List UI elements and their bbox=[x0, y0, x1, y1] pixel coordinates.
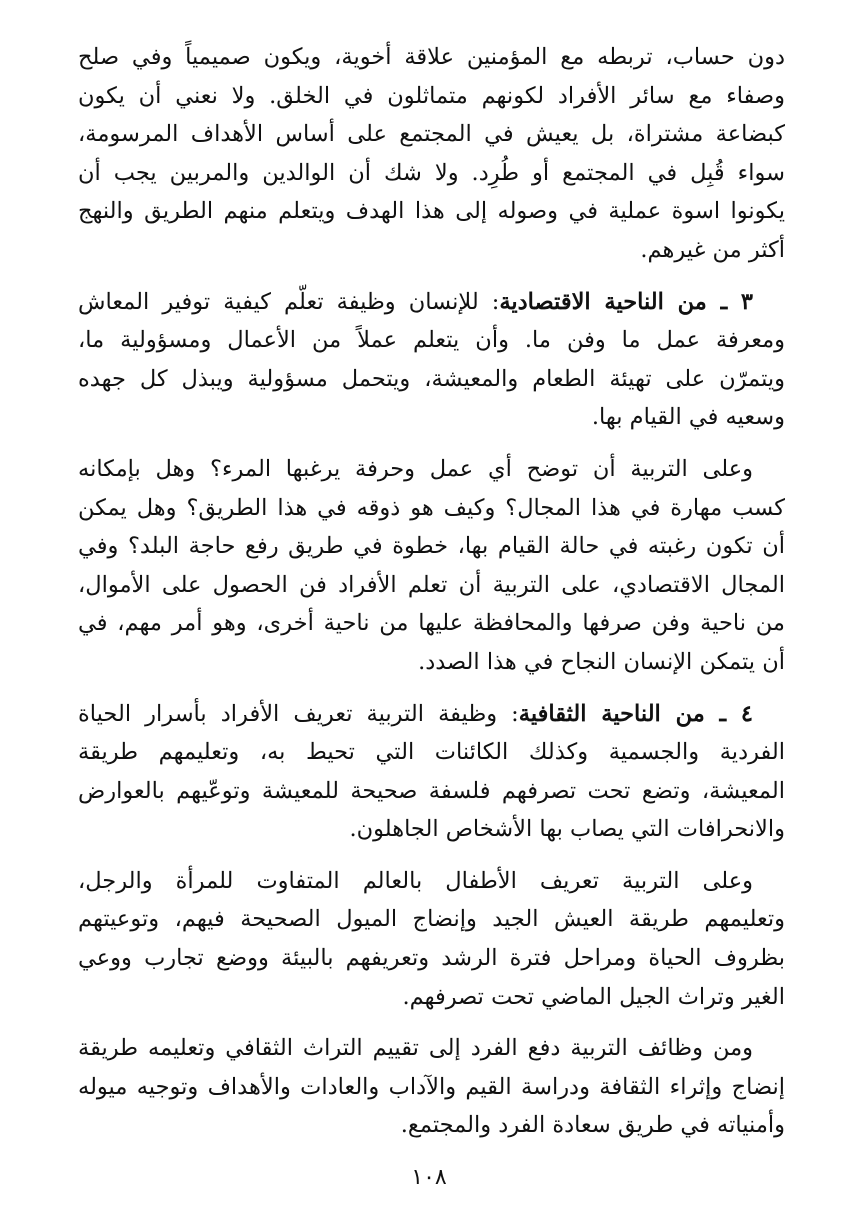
text-line: وسعيه في القيام بها. bbox=[591, 404, 785, 431]
paragraph-5 bbox=[78, 862, 785, 1016]
text-line: دون حساب، تربطه مع المؤمنين علاقة أخوية، ويكون صميمياً وفي صلح bbox=[78, 44, 785, 70]
text-line: أكثر من غيرهم. bbox=[640, 236, 785, 263]
paragraph-6 bbox=[78, 1029, 785, 1145]
text-line: وتعليمهم طريقة العيش الجيد وإنضاج الميول الصحيحة فيهم، وتوعيتهم bbox=[78, 906, 785, 933]
text-line: أن يتمكن الإنسان النجاح في هذا الصدد. bbox=[418, 648, 785, 675]
page-number: ١٠٨ bbox=[411, 1165, 447, 1190]
text-line: الفردية والجسمية وكذلك الكائنات التي تحيط به، وتعليمهم طريقة bbox=[78, 739, 785, 766]
text-line: أن تكون رغبته في حالة القيام بها، خطوة في طريق رفع حاجة البلد؟ وفي bbox=[78, 533, 785, 560]
paragraph-1 bbox=[78, 38, 785, 270]
text-line: وأمنياته في طريق سعادة الفرد والمجتمع. bbox=[400, 1112, 785, 1139]
text-line: المعيشة، وتضع تحت تصرفهم فلسفة صحيحة للمعيشة وتوعّيهم بالعوارض bbox=[78, 777, 785, 804]
text-line: والانحرافات التي يصاب بها الأشخاص الجاهلون. bbox=[349, 816, 785, 843]
paragraph-3 bbox=[78, 450, 785, 682]
text-line: ويتمرّن على تهيئة الطعام والمعيشة، ويتحمل مسؤولية ويبذل كل جهده bbox=[78, 365, 785, 392]
text-line: كبضاعة مشتراة، بل يعيش في المجتمع على أساس الأهداف المرسومة، bbox=[78, 121, 785, 148]
text-line: سواء قُبِل في المجتمع أو طُرِد. ولا شك أن الوالدين والمربين يجب أن bbox=[78, 159, 785, 186]
text-line bbox=[78, 695, 785, 734]
text-line: الغير وتراث الجيل الماضي تحت تصرفهم. bbox=[402, 983, 785, 1010]
text-line: وعلى التربية أن توضح أي عمل وحرفة يرغبها المرء؟ وهل بإمكانه bbox=[78, 455, 753, 482]
text-line: ومن وظائف التربية دفع الفرد إلى تقييم التراث الثقافي وتعليمه طريقة bbox=[78, 1035, 753, 1062]
text-line: وصفاء مع سائر الأفراد لكونهم متماثلون في الخلق. ولا نعني أن يكون bbox=[78, 82, 785, 109]
text-line: من ناحية وفن صرفها والمحافظة عليها من ناحية أخرى، وهو أمر مهم، في bbox=[78, 610, 785, 637]
text-run: : وظيفة التربية تعريف الأفراد بأسرار الحياة bbox=[78, 700, 519, 727]
text-line bbox=[78, 283, 785, 322]
text-line: بظروف الحياة ومراحل فترة الرشد وتعريفهم بالبيئة ووضع تجارب ووعي bbox=[78, 945, 785, 972]
text-line: يكونوا اسوة عملية في وصوله إلى هذا الهدف ويتعلم منهم الطريق والنهج bbox=[78, 198, 785, 225]
page-body bbox=[78, 38, 785, 1158]
text-run: : للإنسان وظيفة تعلّم كيفية توفير المعاش bbox=[78, 288, 500, 315]
text-line: وعلى التربية تعريف الأطفال بالعالم المتفاوت للمرأة والرجل، bbox=[78, 867, 753, 894]
text-line: كسب مهارة في هذا المجال؟ وكيف هو ذوقه في هذا الطريق؟ وهل يمكن bbox=[78, 494, 785, 521]
paragraph-economic bbox=[78, 283, 785, 437]
section-heading-economic: ٣ ـ من الناحية الاقتصادية bbox=[499, 288, 753, 315]
section-heading-cultural: ٤ ـ من الناحية الثقافية bbox=[518, 700, 753, 727]
text-line: ومعرفة عمل ما وفن ما. وأن يتعلم عملاً من الأعمال ومسؤولية ما، bbox=[78, 327, 785, 354]
text-line: المجال الاقتصادي، على التربية أن تعلم الأفراد فن الحصول على الأموال، bbox=[78, 571, 785, 598]
paragraph-cultural bbox=[78, 695, 785, 849]
text-line: إنضاج وإثراء الثقافة ودراسة القيم والآداب والعادات والأهداف وتوجيه ميوله bbox=[78, 1073, 785, 1100]
